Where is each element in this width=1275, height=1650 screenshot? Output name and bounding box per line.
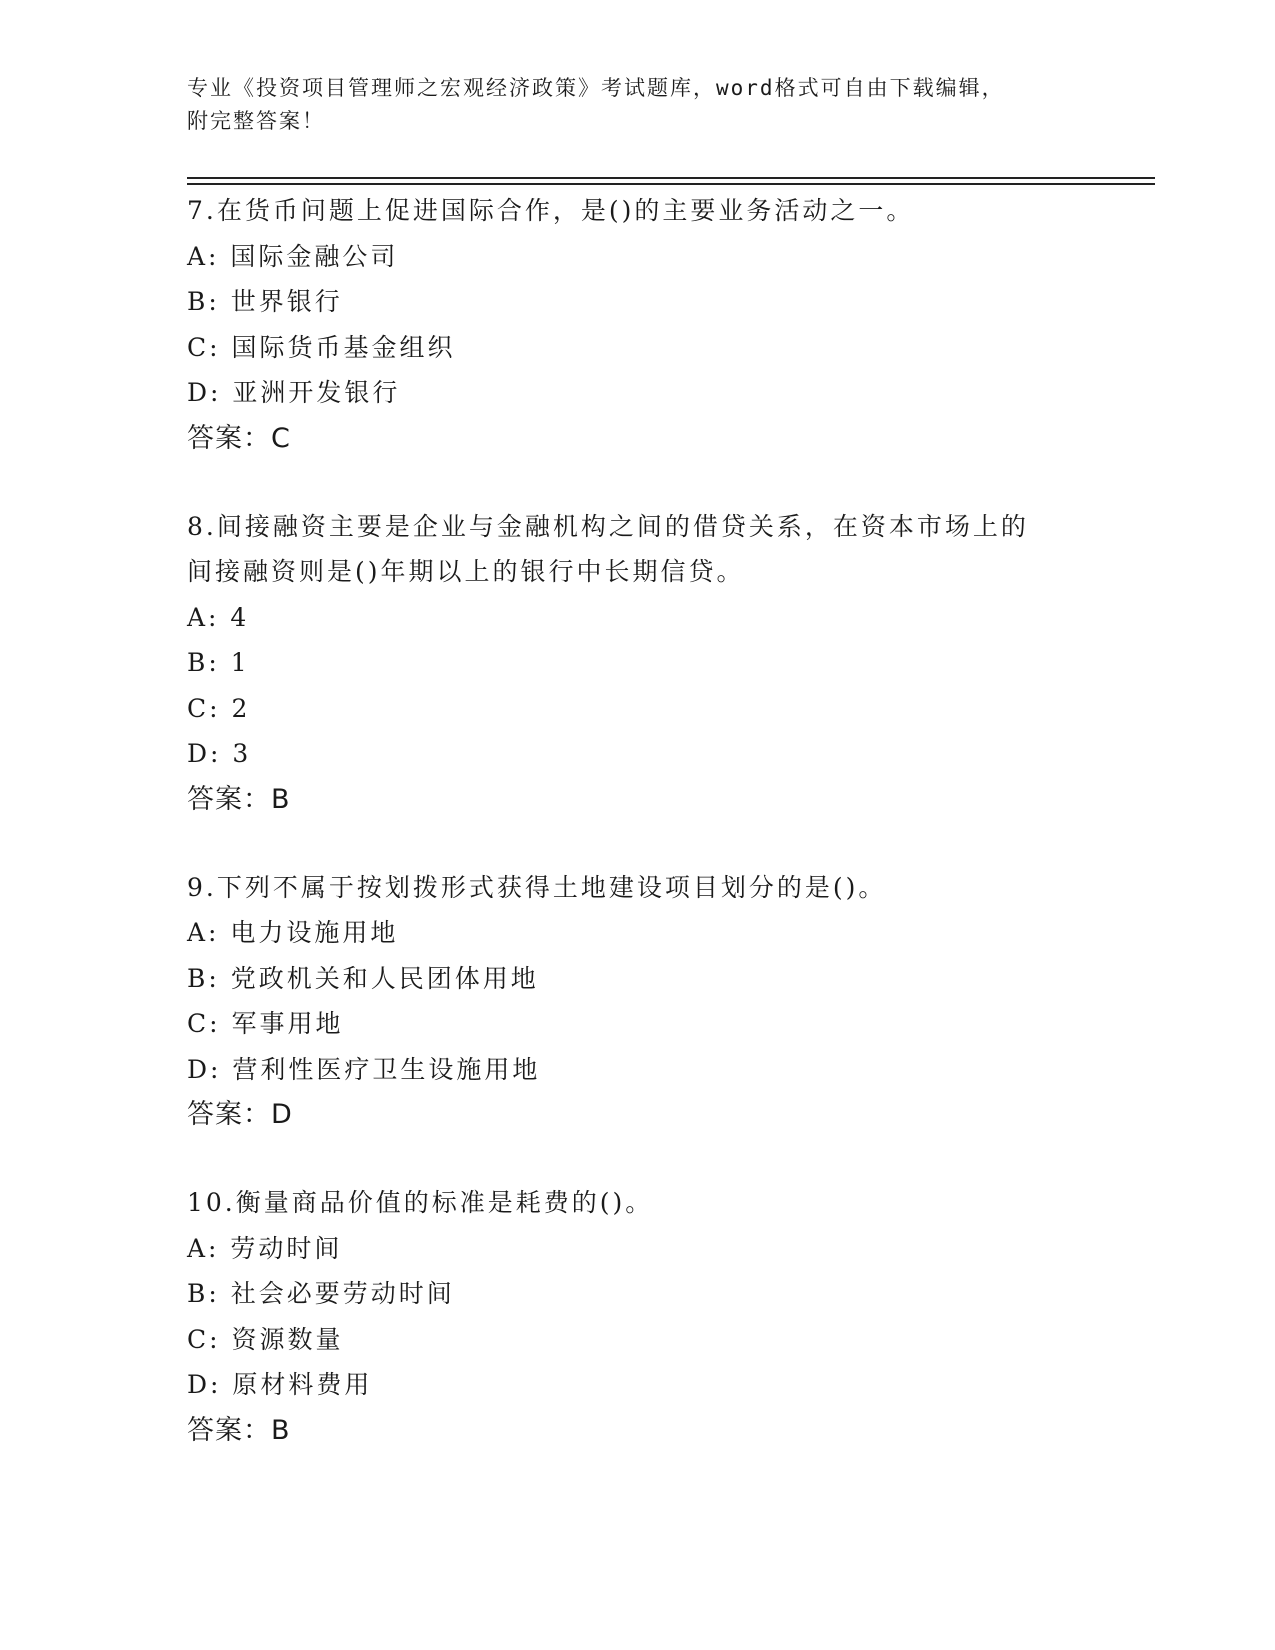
question-8 <box>187 504 1087 823</box>
option-a: A: 4 <box>187 602 250 632</box>
question-stem-line-1: 8.间接融资主要是企业与金融机构之间的借贷关系，在资本市场上的 <box>187 511 1029 541</box>
question-spacer <box>187 823 1087 865</box>
header-line-2: 附完整答案！ <box>187 109 325 133</box>
document-header <box>187 72 1087 138</box>
question-spacer <box>187 1138 1087 1180</box>
option-b: B: 社会必要劳动时间 <box>187 1279 455 1308</box>
question-list <box>187 188 1087 1454</box>
question-stem: 9.下列不属于按划拨形式获得土地建设项目划分的是()。 <box>187 872 887 902</box>
answer-line: 答案：B <box>187 1414 291 1446</box>
option-d: D: 3 <box>187 739 252 768</box>
question-7 <box>187 188 1087 462</box>
option-a: A: 国际金融公司 <box>187 241 399 271</box>
question-10 <box>187 1180 1087 1454</box>
header-rule-bottom <box>187 183 1155 185</box>
option-d: D: 亚洲开发银行 <box>187 378 401 407</box>
option-b: B: 世界银行 <box>187 287 343 316</box>
question-spacer <box>187 462 1087 504</box>
header-rule-top <box>187 177 1155 179</box>
option-c: C: 2 <box>187 693 251 723</box>
option-c: C: 军事用地 <box>187 1009 344 1038</box>
option-d: D: 营利性医疗卫生设施用地 <box>187 1054 541 1084</box>
option-a: A: 劳动时间 <box>187 1233 343 1263</box>
question-stem-line-2: 间接融资则是()年期以上的银行中长期信贷。 <box>187 557 745 586</box>
option-c: C: 国际货币基金组织 <box>187 332 456 362</box>
option-b: B: 党政机关和人民团体用地 <box>187 963 539 993</box>
answer-line: 答案：D <box>187 1099 293 1130</box>
header-line-1: 专业《投资项目管理师之宏观经济政策》考试题库，word格式可自由下载编辑， <box>187 76 1005 100</box>
question-stem: 10.衡量商品价值的标准是耗费的()。 <box>187 1188 654 1217</box>
option-c: C: 资源数量 <box>187 1324 344 1354</box>
option-d: D: 原材料费用 <box>187 1370 373 1399</box>
option-a: A: 电力设施用地 <box>187 918 399 947</box>
option-b: B: 1 <box>187 648 250 677</box>
answer-line: 答案：B <box>187 783 291 815</box>
answer-line: 答案：C <box>187 422 291 454</box>
question-stem: 7.在货币问题上促进国际合作，是()的主要业务活动之一。 <box>187 196 915 225</box>
question-9 <box>187 865 1087 1139</box>
